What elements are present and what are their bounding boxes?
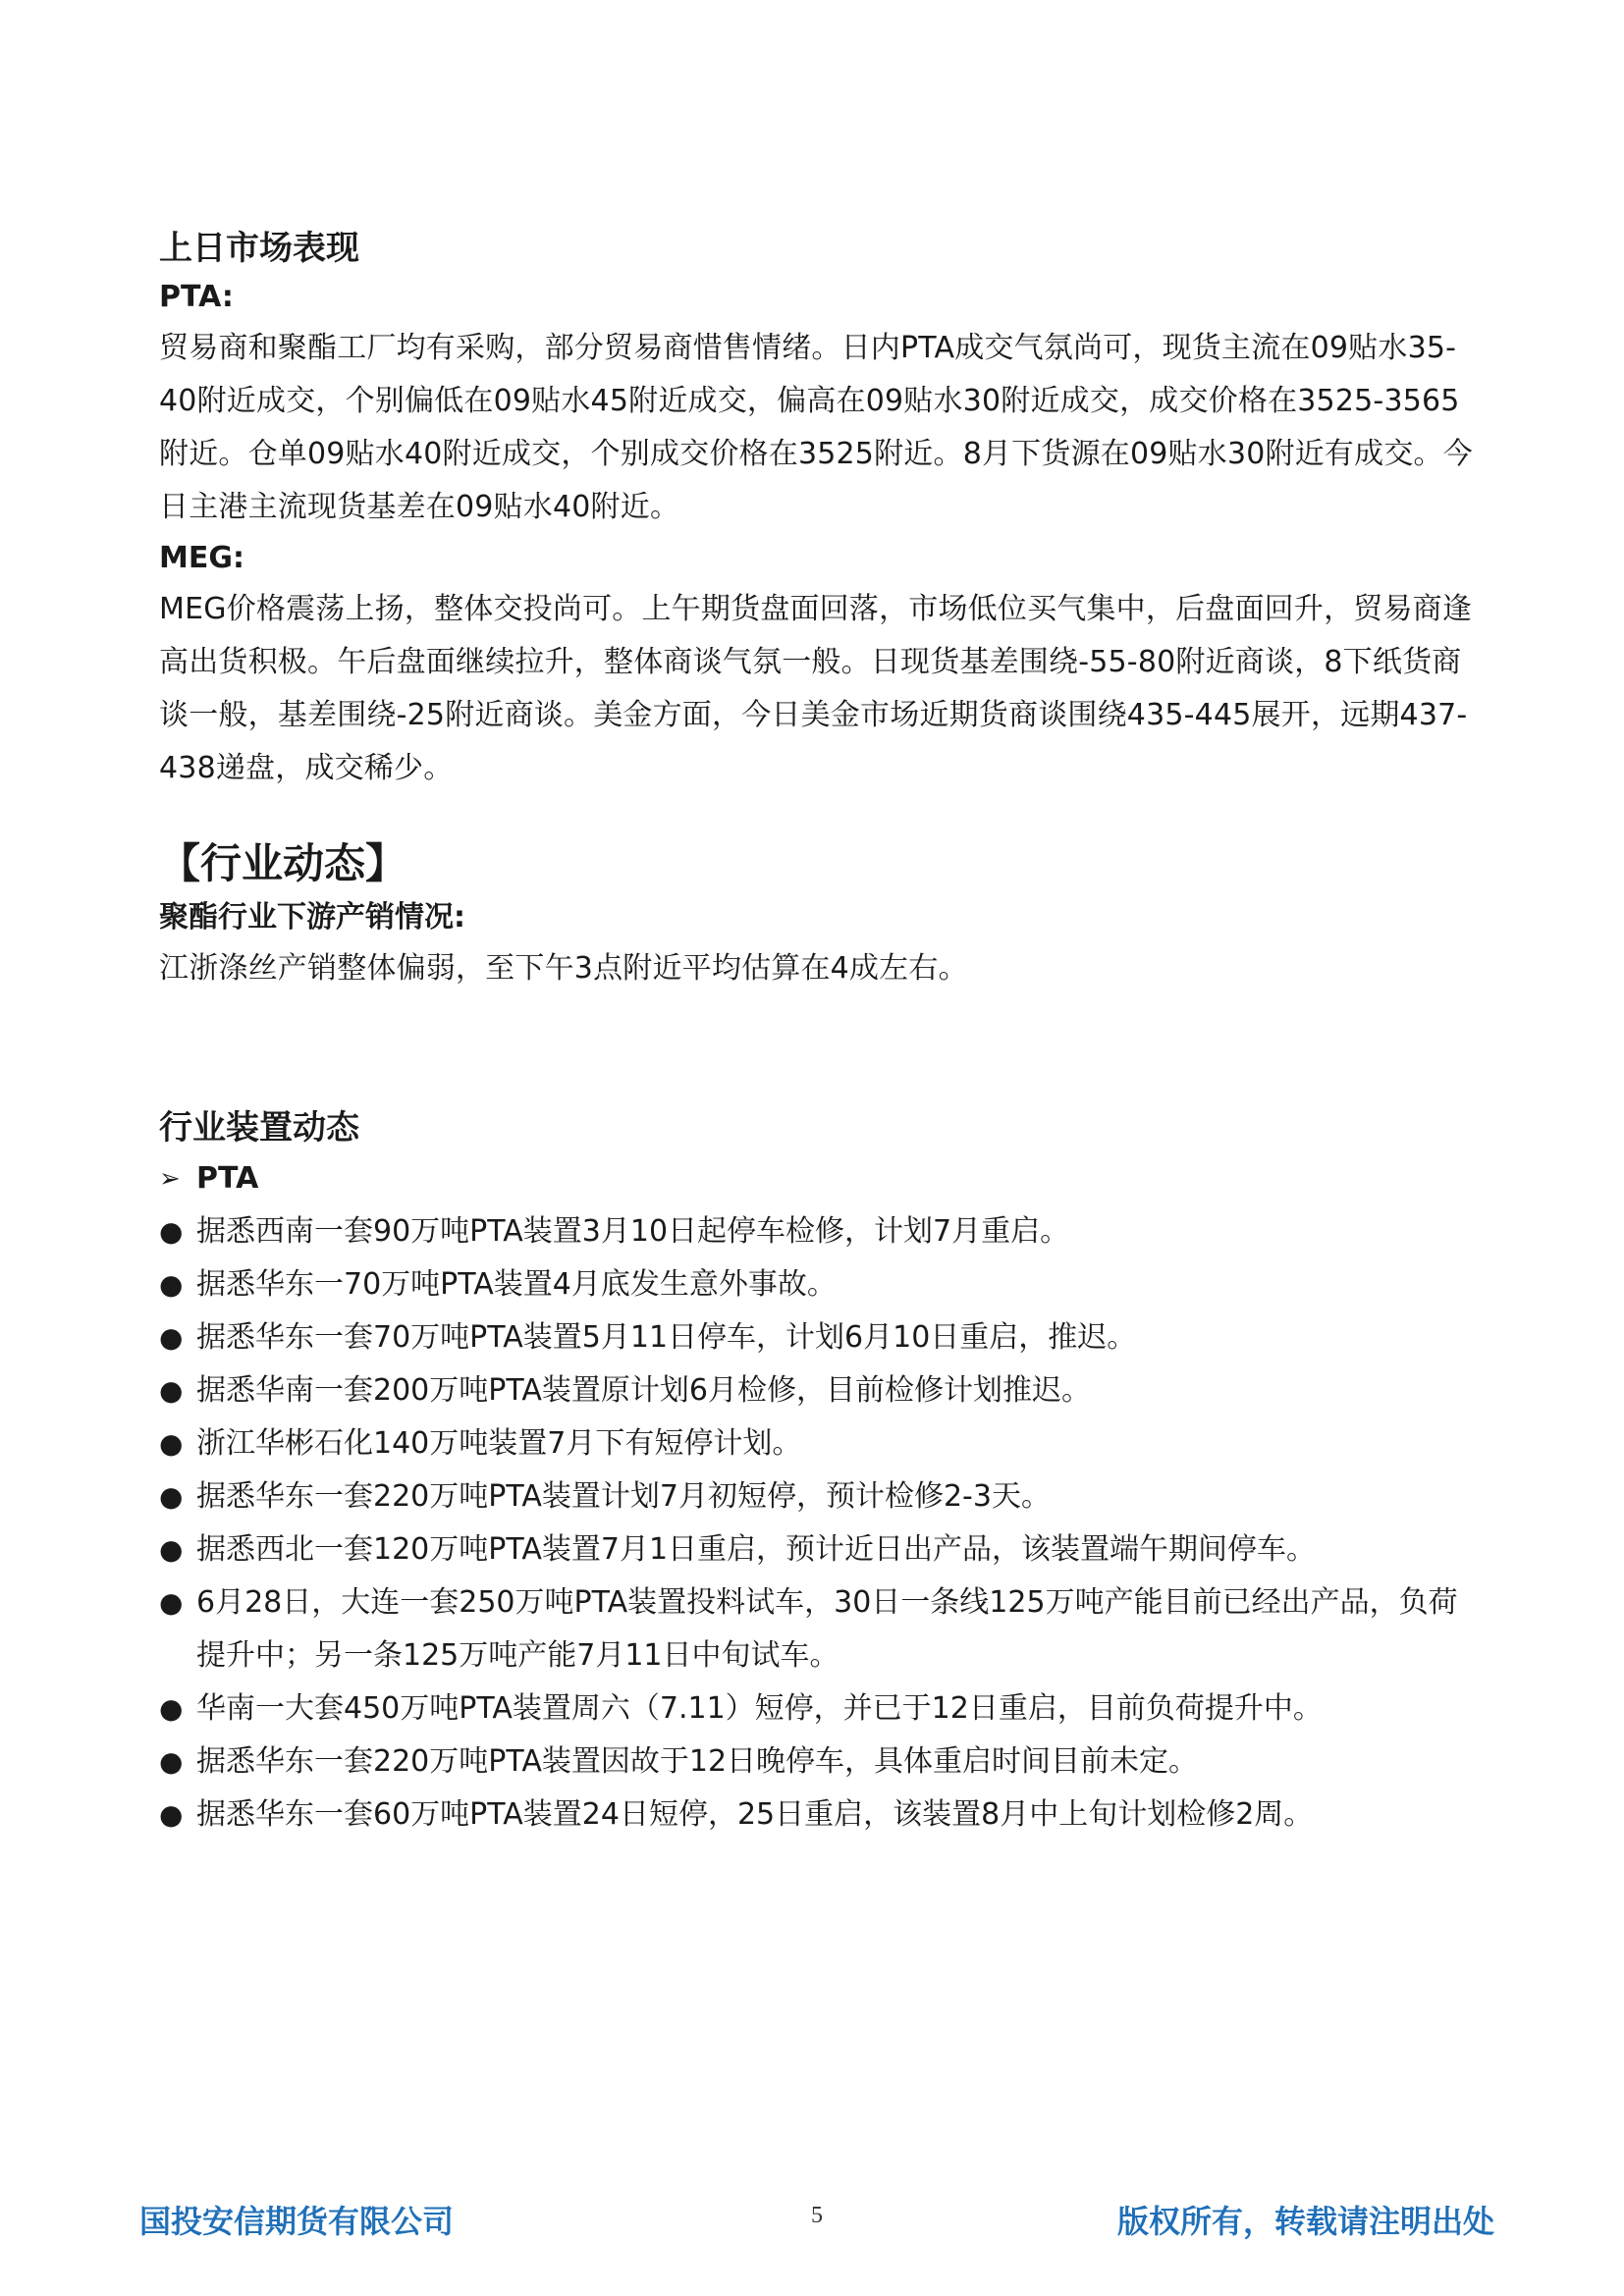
arrow-bullet-icon: ➢: [159, 1164, 181, 1194]
list-item: [159, 1523, 1475, 1576]
bullet-icon: ●: [159, 1374, 184, 1407]
list-item-text: 据悉华南一套200万吨PTA装置原计划6月检修，目前检修计划推迟。: [196, 1373, 1091, 1408]
list-item-text: 据悉西南一套90万吨PTA装置3月10日起停车检修，计划7月重启。: [196, 1214, 1070, 1249]
devices-category-row: [159, 1152, 1475, 1205]
polyester-label: 聚酯行业下游产销情况:: [159, 900, 465, 934]
list-item-text: 据悉华东一套220万吨PTA装置因故于12日晚停车，具体重启时间目前未定。: [196, 1744, 1199, 1779]
meg-paragraph: MEG价格震荡上扬，整体交投尚可。上午期货盘面回落，市场低位买气集中，后盘面回升，贸易商逢高出货积极。午后盘面继续拉升，整体商谈气氛一般。日现货基差围绕-55-80附近商谈，8下纸货商谈一般，基差围绕-25附近商谈。美金方面，今日美金市场近期货商谈围绕435-445展开，远期437-438递盘，成交稀少。: [159, 592, 1473, 785]
pta-label: PTA:: [159, 280, 234, 314]
list-item-text: 据悉华东一70万吨PTA装置4月底发生意外事故。: [196, 1267, 837, 1302]
list-item: [159, 1205, 1475, 1258]
list-item: [159, 1576, 1475, 1682]
list-item-text: 据悉西北一套120万吨PTA装置7月1日重启，预计近日出产品，该装置端午期间停车。: [196, 1532, 1317, 1567]
list-item: [159, 1258, 1475, 1311]
meg-label: MEG:: [159, 541, 244, 575]
polyester-paragraph: 江浙涤丝产销整体偏弱，至下午3点附近平均估算在4成左右。: [159, 951, 968, 986]
bullet-icon: ●: [159, 1533, 184, 1566]
bullet-icon: ●: [159, 1215, 184, 1248]
pta-paragraph: 贸易商和聚酯工厂均有采购，部分贸易商惜售情绪。日内PTA成交气氛尚可，现货主流在09贴水35-40附近成交，个别偏低在09贴水45附近成交，偏高在09贴水30附近成交，成交价格在3525-3565附近。仓单09贴水40附近成交，个别成交价格在3525附近。8月下货源在09贴水30附近有成交。今日主港主流现货基差在09贴水40附近。: [159, 331, 1473, 524]
list-item: [159, 1789, 1475, 1842]
page-number: 5: [811, 2203, 823, 2228]
bullet-icon: ●: [159, 1321, 184, 1354]
list-item-text: 据悉华东一套70万吨PTA装置5月11日停车，计划6月10日重启，推迟。: [196, 1320, 1137, 1355]
page-footer: [139, 2197, 1494, 2246]
list-item: [159, 1735, 1475, 1789]
industry-section-title: 【行业动态】: [159, 839, 407, 887]
document-body: [159, 224, 1475, 1842]
list-item: [159, 1364, 1475, 1417]
devices-section-title: 行业装置动态: [159, 1108, 359, 1148]
list-item-text: 6月28日，大连一套250万吨PTA装置投料试车，30日一条线125万吨产能目前已经出产品，负荷提升中；另一条125万吨产能7月11日中旬试车。: [196, 1585, 1458, 1673]
list-item: [159, 1311, 1475, 1364]
list-item: [159, 1682, 1475, 1735]
footer-copyright: 版权所有，转载请注明出处: [1116, 2203, 1494, 2240]
list-item-text: 据悉华东一套220万吨PTA装置计划7月初短停，预计检修2-3天。: [196, 1479, 1051, 1514]
bullet-icon: ●: [159, 1745, 184, 1778]
list-item-text: 据悉华东一套60万吨PTA装置24日短停，25日重启，该装置8月中上旬计划检修2周。: [196, 1797, 1314, 1832]
list-item: [159, 1470, 1475, 1523]
device-list: [159, 1205, 1475, 1842]
bullet-icon: ●: [159, 1427, 184, 1460]
list-item-text: 华南一大套450万吨PTA装置周六（7.11）短停，并已于12日重启，目前负荷提升中。: [196, 1691, 1323, 1726]
bullet-icon: ●: [159, 1480, 184, 1513]
devices-category-label: PTA: [196, 1161, 259, 1196]
footer-company-name: 国投安信期货有限公司: [139, 2203, 455, 2240]
bullet-icon: ●: [159, 1692, 184, 1725]
list-item-text: 浙江华彬石化140万吨装置7月下有短停计划。: [196, 1426, 802, 1461]
bullet-icon: ●: [159, 1268, 184, 1301]
bullet-icon: ●: [159, 1798, 184, 1831]
market-section-title: 上日市场表现: [159, 229, 359, 268]
list-item: [159, 1417, 1475, 1470]
bullet-icon: ●: [159, 1586, 184, 1619]
